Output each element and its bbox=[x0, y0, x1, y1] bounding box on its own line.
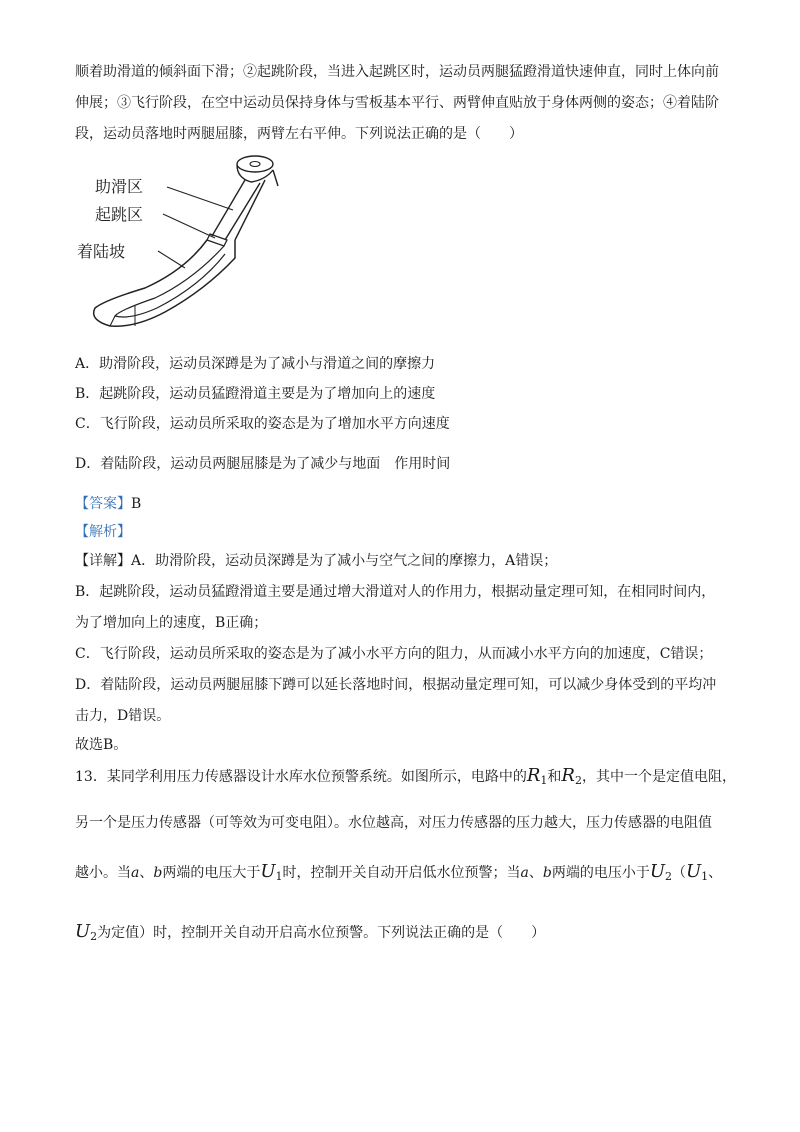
q13-line-2: 另一个是压力传感器（可等效为可变电阻）。水位越高，对压力传感器的压力越大，压力传感器的电阻值 bbox=[75, 815, 712, 831]
detail-line-2: B．起跳阶段，运动员猛蹬滑道主要是通过增大滑道对人的作用力，根据动量定理可知，在相同时间内， bbox=[75, 584, 716, 600]
label-takeoff: 起跳区 bbox=[95, 205, 144, 224]
answer-tag: 【答案】 bbox=[75, 496, 131, 512]
intro-line-3: 段，运动员落地时两腿屈膝，两臂左右平伸。下列说法正确的是（ ） bbox=[75, 126, 523, 142]
detail-tag: 【详解】 bbox=[75, 553, 131, 569]
ski-jump-figure bbox=[75, 150, 295, 340]
detail-line-3: 为了增加向上的速度，B正确； bbox=[75, 615, 268, 631]
detail-line-5: D．着陆阶段，运动员两腿屈膝下蹲可以延长落地时间，根据动量定理可知，可以减少身体受到的平均冲 bbox=[75, 677, 717, 693]
option-d: D．着陆阶段，运动员两腿屈膝是为了减少与地面 作用时间 bbox=[75, 456, 451, 472]
answer-line bbox=[75, 494, 141, 514]
label-inrun: 助滑区 bbox=[95, 177, 144, 196]
resistor-r2: $R_2$ bbox=[561, 765, 582, 787]
option-a: A．助滑阶段，运动员深蹲是为了减小与滑道之间的摩擦力 bbox=[75, 356, 436, 372]
analysis-tag: 【解析】 bbox=[75, 524, 131, 540]
detail-line-1: 【详解】A．助滑阶段，运动员深蹲是为了减小与空气之间的摩擦力，A错误； bbox=[75, 553, 558, 569]
voltage-u1: $U_1$ bbox=[260, 861, 283, 883]
q13-line-4: $U_2$为定值）时，控制开关自动开启高水位预警。下列说法正确的是（ ） bbox=[75, 921, 546, 943]
detail-line-6: 击力，D错误。 bbox=[75, 708, 171, 724]
voltage-u2-b: $U_2$ bbox=[75, 921, 98, 943]
q13-line-3: 越小。当a、b两端的电压大于$U_1$时，控制开关自动开启低水位预警；当a、b两端的电压小于$U_2(U_1$、 bbox=[75, 861, 723, 883]
detail-line-4: C．飞行阶段，运动员所采取的姿态是为了减小水平方向的阻力，从而减小水平方向的加速度，C错误； bbox=[75, 646, 713, 662]
analysis-line bbox=[75, 522, 131, 542]
resistor-r1: $R_1$ bbox=[526, 765, 548, 787]
voltage-u1-b: $U_1$ bbox=[686, 861, 709, 883]
label-landing-slope: 着陆坡 bbox=[77, 242, 126, 261]
answer-value: B bbox=[131, 496, 142, 512]
option-b: B．起跳阶段，运动员猛蹬滑道主要是为了增加向上的速度 bbox=[75, 386, 436, 402]
intro-line-2: 伸展；③飞行阶段，在空中运动员保持身体与雪板基本平行、两臂伸直贴放于身体两侧的姿态；④着陆阶 bbox=[75, 95, 719, 111]
voltage-u2: $U_2$ bbox=[649, 861, 672, 883]
intro-line-1: 顺着助滑道的倾斜面下滑；②起跳阶段，当进入起跳区时，运动员两腿猛蹬滑道快速伸直，同时上体向前 bbox=[75, 64, 719, 80]
detail-line-7: 故选B。 bbox=[75, 737, 128, 753]
q13-line-1: 13．某同学利用压力传感器设计水库水位预警系统。如图所示，电路中的$R_1$和$R_2$，其中一个是定值电阻， bbox=[75, 765, 736, 787]
option-c: C．飞行阶段，运动员所采取的姿态是为了增加水平方向速度 bbox=[75, 416, 450, 432]
